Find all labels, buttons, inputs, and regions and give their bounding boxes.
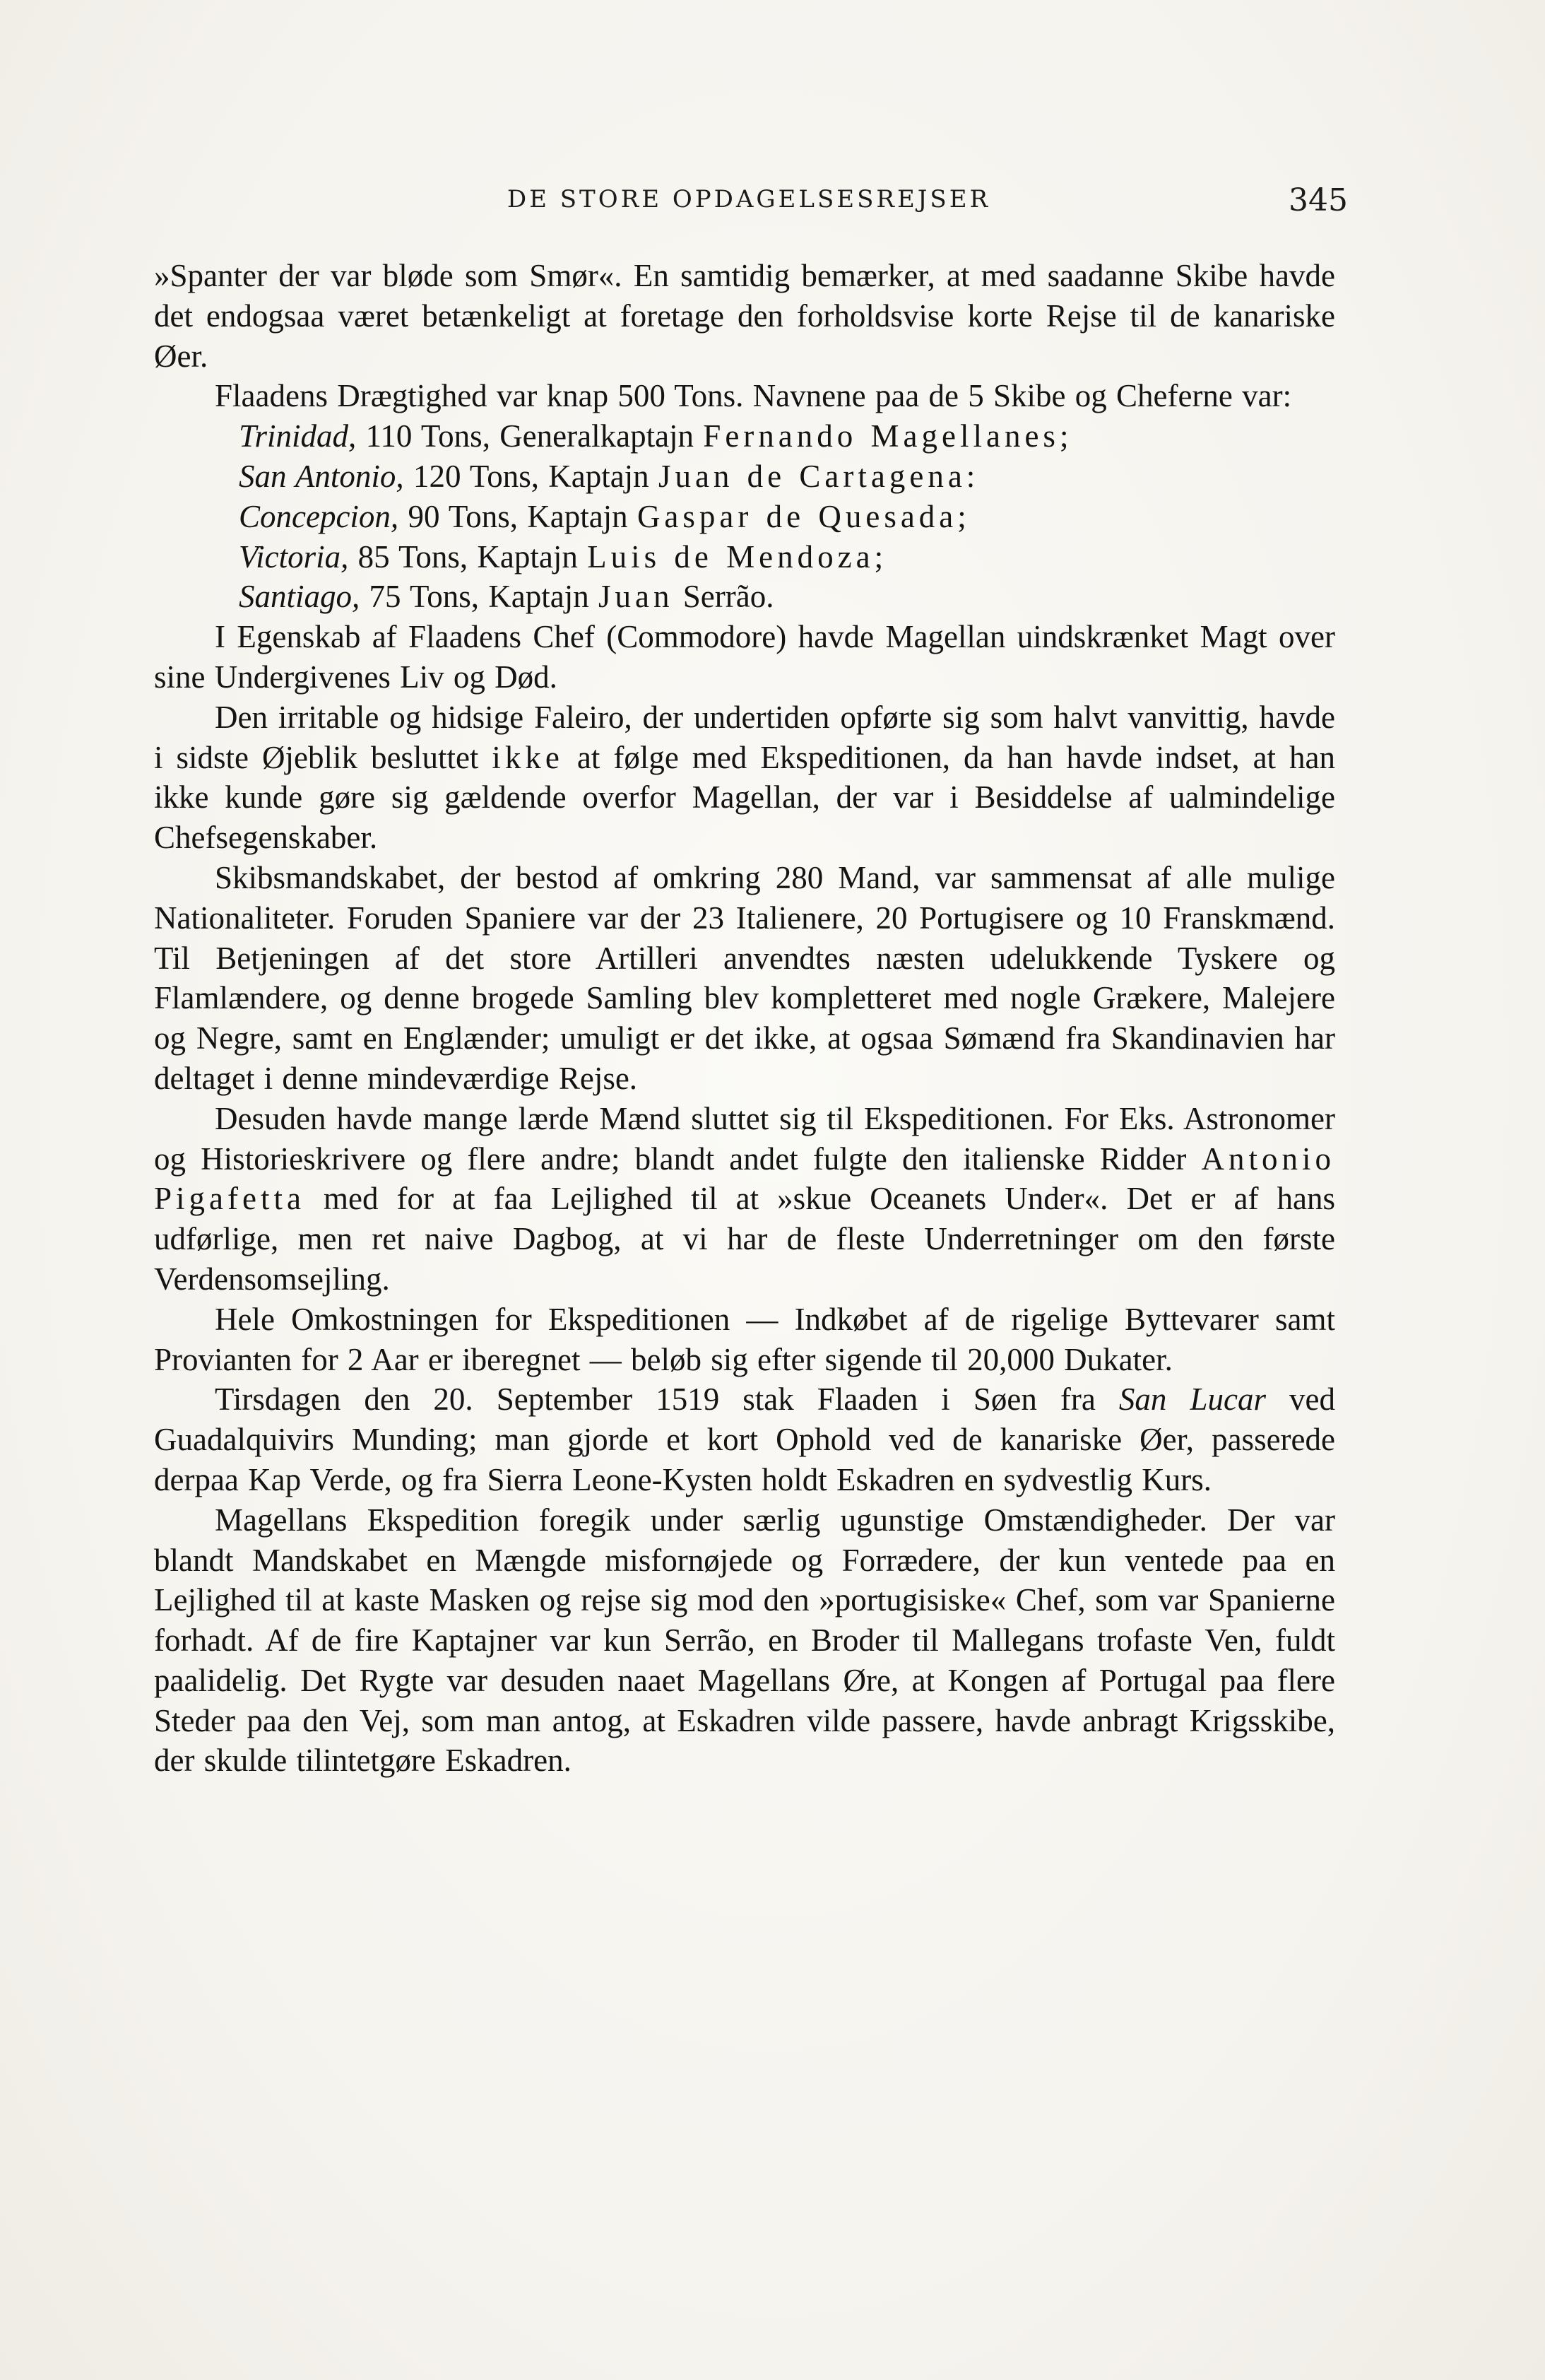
ship-list (154, 416, 1335, 617)
captain-name: Gaspar de Quesada (637, 498, 958, 534)
paragraph-8 (154, 1379, 1335, 1500)
ship-details: 85 Tons, Kaptajn (348, 538, 588, 575)
captain-name: Juan (598, 579, 674, 615)
paragraph-4 (154, 697, 1335, 858)
emphasis-ikke: ikke (492, 739, 564, 775)
page-number: 345 (1289, 182, 1348, 218)
ship-name: Concepcion, (239, 498, 399, 534)
ship-name: Santiago, (239, 579, 360, 615)
ship-entry (154, 456, 1335, 497)
ship-entry-end: : (966, 458, 976, 494)
ship-entry-end: ; (874, 538, 884, 575)
captain-name: Juan de Cartagena (658, 458, 966, 494)
paragraph-1: »Spanter der var bløde som Smør«. En samtidig bemærker, at med saadanne Skibe havde det endogsaa været betænkeligt at foretage den forholdsvise korte Rejse til de kanariske Øer. (154, 258, 1335, 374)
ship-details: 120 Tons, Kaptajn (403, 458, 658, 494)
ship-details: 90 Tons, Kaptajn (398, 498, 637, 534)
captain-name: Luis de Mendoza (587, 538, 875, 575)
paragraph-6-part-a: Desuden havde mange lærde Mænd sluttet sig til Ekspeditionen. For Eks. Astronomer og Historieskrivere og flere andre; blandt andet fulgte den italienske Ridder (154, 1100, 1335, 1177)
body-text (154, 256, 1335, 1781)
running-title: DE STORE OPDAGELSESREJSER (507, 185, 991, 213)
paragraph-6-part-b: med for at faa Lejlighed til at »skue Oceanets Under«. Det er af hans udførlige, men ret naive Dagbog, at vi har de fleste Underretninger om den første Verdensomsejling. (154, 1181, 1335, 1297)
ship-entry (154, 497, 1335, 537)
ship-entry-end: ; (957, 498, 966, 534)
ship-name: Trinidad, (239, 418, 357, 454)
paragraph-2: Flaadens Drægtighed var knap 500 Tons. Navnene paa de 5 Skibe og Cheferne var: (215, 378, 1292, 414)
ship-name: San Antonio, (239, 458, 404, 494)
paragraph-4-part-b: at følge med Ekspeditionen, da han havde indset, at han ikke kunde gøre sig gældende overfor Magellan, der var i Besiddelse af ualmindelige Chefsegenskaber. (154, 739, 1336, 856)
ship-entry (154, 537, 1335, 577)
emphasis-pigafetta: Antonio Pigafetta (154, 1141, 1335, 1217)
paragraph-8-part-a: Tirsdagen den 20. September 1519 stak Flaaden i Søen fra (215, 1382, 1119, 1418)
paragraph-7: Hele Omkostningen for Ekspeditionen — Indkøbet af de rigelige Byttevarer samt Provianten for 2 Aar er iberegnet — beløb sig efter sigende til 20,000 Dukater. (154, 1301, 1335, 1377)
paragraph-6 (154, 1099, 1335, 1300)
place-san-lucar: San Lucar (1118, 1382, 1266, 1418)
ship-details: 110 Tons, Generalkaptajn (356, 418, 704, 454)
page-header (155, 182, 1348, 225)
paragraph-8-part-b: ved Guadalquivirs Munding; man gjorde et kort Ophold ved de kanariske Øer, passerede derpaa Kap Verde, og fra Sierra Leone-Kysten holdt Eskadren en sydvestlig Kurs. (154, 1382, 1335, 1497)
ship-details: 75 Tons, Kaptajn (360, 579, 599, 615)
paragraph-9: Magellans Ekspedition foregik under særlig ugunstige Omstændigheder. Der var blandt Mandskabet en Mængde misfornøjede og Forrædere, der kun ventede paa en Lejlighed til at kaste Masken og rejse sig mod den »portugisiske« Chef, som var Spanierne forhadt. Af de fire Kaptajner var kun Serrão, en Broder til Mallegans trofaste Ven, fuldt paalidelig. Det Rygte var desuden naaet Magellans Øre, at Kongen af Portugal paa flere Steder paa den Vej, som man antog, at Eskadren vilde passere, havde anbragt Krigsskibe, der skulde tilintetgøre Eskadren. (154, 1502, 1335, 1779)
ship-entry-end: Serrão. (673, 579, 774, 615)
ship-entry (154, 577, 1335, 617)
ship-entry (154, 416, 1335, 456)
paragraph-5: Skibsmandskabet, der bestod af omkring 280 Mand, var sammensat af alle mulige Nationaliteter. Foruden Spaniere var der 23 Italienere, 20 Portugisere og 10 Franskmænd. Til Betjeningen af det store Artilleri anvendtes næsten udelukkende Tyskere og Flamlændere, og denne brogede Samling blev kompletteret med nogle Grækere, Malejere og Negre, samt en Englænder; umuligt er det ikke, at ogsaa Sømænd fra Skandinavien har deltaget i denne mindeværdige Rejse. (154, 859, 1335, 1096)
paragraph-3: I Egenskab af Flaadens Chef (Commodore) havde Magellan uindskrænket Magt over sine Undergivenes Liv og Død. (154, 619, 1335, 695)
ship-name: Victoria, (239, 538, 349, 575)
captain-name: Fernando Magellanes (703, 418, 1060, 454)
paragraph-4-part-a: Den irritable og hidsige Faleiro, der undertiden opførte sig som halvt vanvittig, havde i sidste Øjeblik besluttet (154, 699, 1335, 775)
ship-entry-end: ; (1059, 418, 1069, 454)
